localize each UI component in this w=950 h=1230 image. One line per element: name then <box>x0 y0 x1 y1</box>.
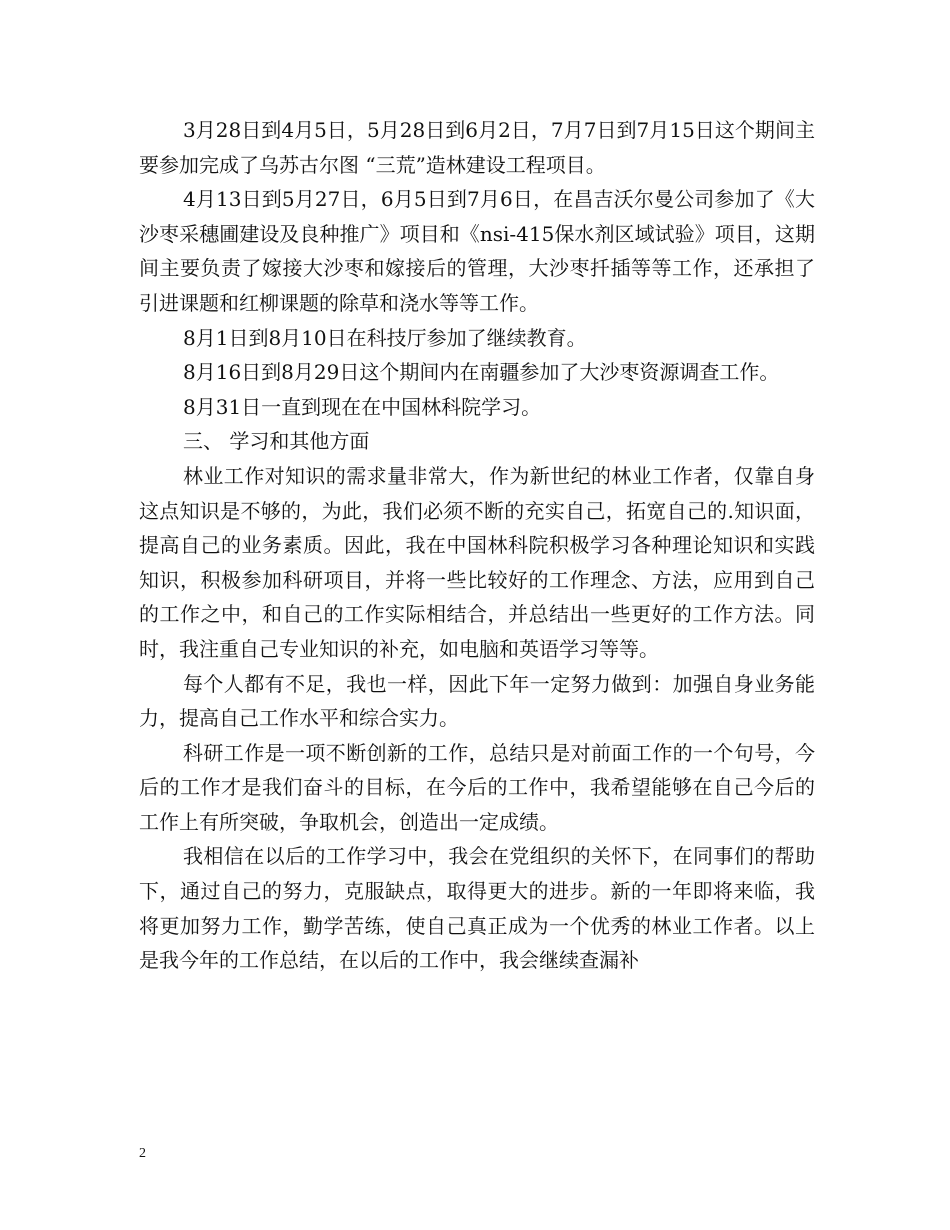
paragraph-schedule-march: 3月28日到4月5日，5月28日到6月2日，7月7日到7月15日这个期间主要参加完成了乌苏古尔图 “三荒”造林建设工程项目。 <box>139 118 815 177</box>
section-heading-study: 三、 学习和其他方面 <box>183 429 370 454</box>
paragraph-continuing-education: 8月1日到8月10日在科技厅参加了继续教育。 <box>183 325 587 350</box>
paragraph-caf-study: 8月31日一直到现在在中国林科院学习。 <box>183 394 542 419</box>
paragraph-southern-xinjiang-survey: 8月16日到8月29日这个期间内在南疆参加了大沙枣资源调查工作。 <box>183 360 780 385</box>
paragraph-shortcomings: 每个人都有不足，我也一样，因此下年一定努力做到：加强自身业务能力，提高自己工作水平和综合实力。 <box>139 671 815 731</box>
paragraph-knowledge: 林业工作对知识的需求量非常大，作为新世纪的林业工作者，仅靠自身这点知识是不够的，为此，我们必须不断的充实自己，拓宽自己的.知识面，提高自己的业务素质。因此，我在中国林科院积极学习各种理论知识和实践知识，积极参加科研项目，并将一些比较好的工作理念、方法，应用到自己的工作之中，和自己的工作实际相结合，并总结出一些更好的工作方法。同时，我注重自己专业知识的补充，如电脑和英语学习等等。 <box>139 463 815 661</box>
document-body <box>139 113 815 978</box>
page-number: 2 <box>139 1146 146 1161</box>
paragraph-outlook: 我相信在以后的工作学习中，我会在党组织的关怀下，在同事们的帮助下，通过自己的努力，克服缺点，取得更大的进步。新的一年即将来临，我将更加努力工作，勤学苦练，使自己真正成为一个优秀的林业工作者。以上是我今年的工作总结，在以后的工作中，我会继续查漏补 <box>139 844 815 973</box>
paragraph-schedule-april: 4月13日到5月27日，6月5日到7月6日，在昌吉沃尔曼公司参加了《大沙枣采穗圃建设及良种推广》项目和《nsi-415保水剂区域试验》项目，这期间主要负责了嫁接大沙枣和嫁接后的管理，大沙枣扦插等等工作，还承担了引进课题和红柳课题的除草和浇水等等工作。 <box>139 187 815 315</box>
paragraph-research-innovation: 科研工作是一项不断创新的工作，总结只是对前面工作的一个句号，今后的工作才是我们奋斗的目标，在今后的工作中，我希望能够在自己今后的工作上有所突破，争取机会，创造出一定成绩。 <box>139 740 815 834</box>
